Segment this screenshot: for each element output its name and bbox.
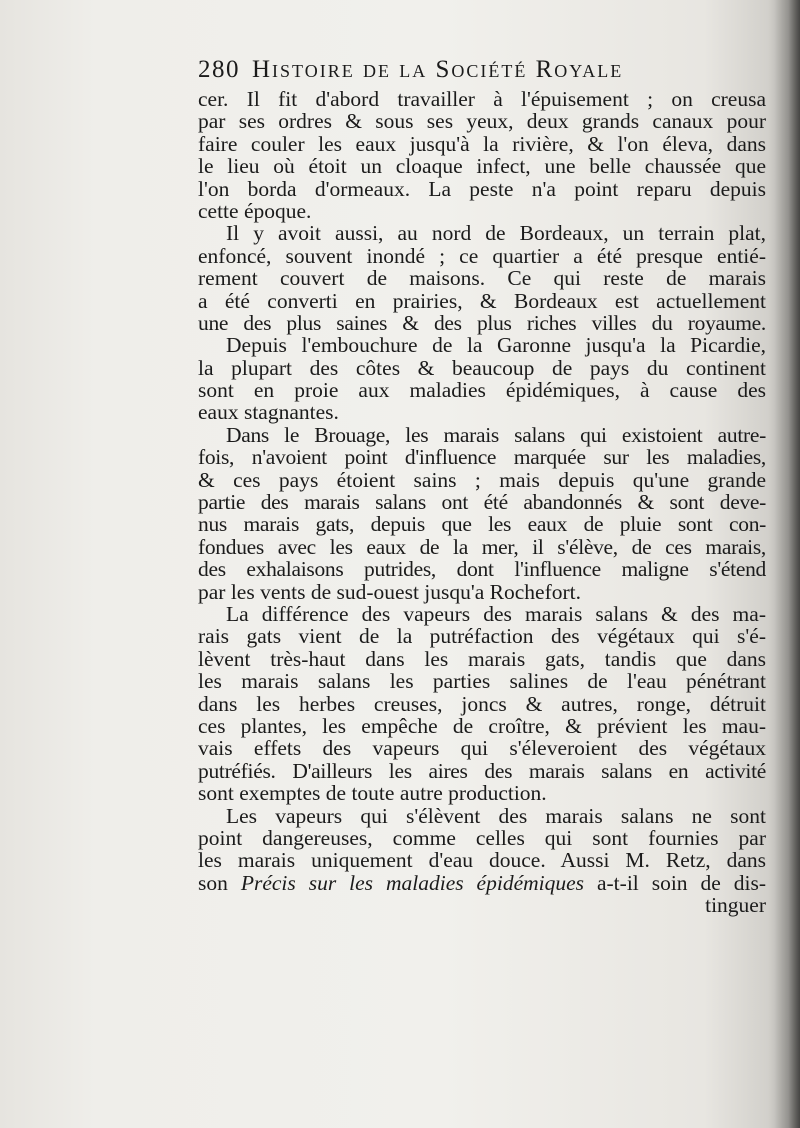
text-line: vais effets des vapeurs qui s'éleveroient des végétaux: [198, 736, 766, 761]
text-line: sont exemptes de toute autre production.: [198, 781, 547, 806]
catchword: tinguer: [705, 893, 766, 918]
text-line: fondues avec les eaux de la mer, il s'élève, de ces marais,: [198, 534, 766, 559]
text-line: sont en proie aux maladies épidémiques, à cause des: [198, 378, 766, 403]
text-line: enfoncé, souvent inondé ; ce quartier a été presque entié-: [198, 243, 766, 268]
text-line: par ses ordres & sous ses yeux, deux grands canaux pour: [198, 109, 766, 134]
text-line: faire couler les eaux jusqu'à la rivière, & l'on éleva, dans: [198, 131, 766, 156]
text-line: & ces pays étoient sains ; mais depuis qu'une grande: [198, 467, 766, 492]
text-line: cer. Il fit d'abord travailler à l'épuisement ; on creusa: [198, 87, 766, 111]
text-line: rement couvert de maisons. Ce qui reste de marais: [198, 266, 766, 291]
running-header: [198, 56, 738, 84]
text-line: des exhalaisons putrides, dont l'influence maligne s'étend: [198, 557, 766, 582]
body-text: [198, 88, 766, 916]
text-line: La différence des vapeurs des marais salans & des ma-: [226, 601, 766, 626]
text-line: l'on borda d'ormeaux. La peste n'a point reparu depuis: [198, 176, 766, 201]
text-line: la plupart des côtes & beaucoup de pays du continent: [198, 355, 766, 380]
text-line: les marais uniquement d'eau douce. Aussi M. Retz, dans: [198, 848, 766, 873]
text-line: ces plantes, les empêche de croître, & prévient les mau-: [198, 713, 766, 738]
text-line: rais gats vient de la putréfaction des végétaux qui s'é-: [198, 624, 766, 649]
text-line: Les vapeurs qui s'élèvent des marais salans ne sont: [226, 803, 766, 828]
text-line: une des plus saines & des plus riches villes du royaume.: [198, 310, 766, 335]
text-line: les marais salans les parties salines de l'eau pénétrant: [198, 669, 766, 694]
text-run: a-t-il soin de dis-: [584, 870, 766, 895]
text-line: putréfiés. D'ailleurs les aires des marais salans en activité: [198, 758, 766, 783]
page-edge-shadow: [774, 0, 800, 1128]
text-line: cette époque.: [198, 198, 312, 223]
page-number: 280: [198, 56, 240, 83]
running-title: Histoire de la Société Royale: [252, 56, 624, 83]
text-line: par les vents de sud-ouest jusqu'a Rochefort.: [198, 579, 582, 604]
text-line: partie des marais salans ont été abandonnés & sont deve-: [198, 490, 766, 515]
text-line: le lieu où étoit un cloaque infect, une belle chaussée que: [198, 154, 766, 179]
text-line: fois, n'avoient point d'influence marquée sur les maladies,: [198, 445, 766, 470]
text-run: son: [198, 870, 241, 895]
text-line: a été converti en prairies, & Bordeaux est actuellement: [198, 288, 766, 313]
text-line-final: [198, 872, 766, 894]
text-line: nus marais gats, depuis que les eaux de pluie sont con-: [198, 512, 766, 537]
text-line: dans les herbes creuses, joncs & autres, ronge, détruit: [198, 691, 766, 716]
text-line: Depuis l'embouchure de la Garonne jusqu'a la Picardie,: [226, 333, 766, 358]
text-line: lèvent très-haut dans les marais gats, tandis que dans: [198, 646, 766, 671]
italic-title: Précis sur les maladies épidémiques: [240, 870, 585, 895]
text-line: point dangereuses, comme celles qui sont fournies par: [198, 825, 766, 850]
text-line: Dans le Brouage, les marais salans qui existoient autre-: [226, 422, 766, 447]
text-line: eaux stagnantes.: [198, 400, 339, 425]
text-line: Il y avoit aussi, au nord de Bordeaux, un terrain plat,: [226, 221, 766, 246]
